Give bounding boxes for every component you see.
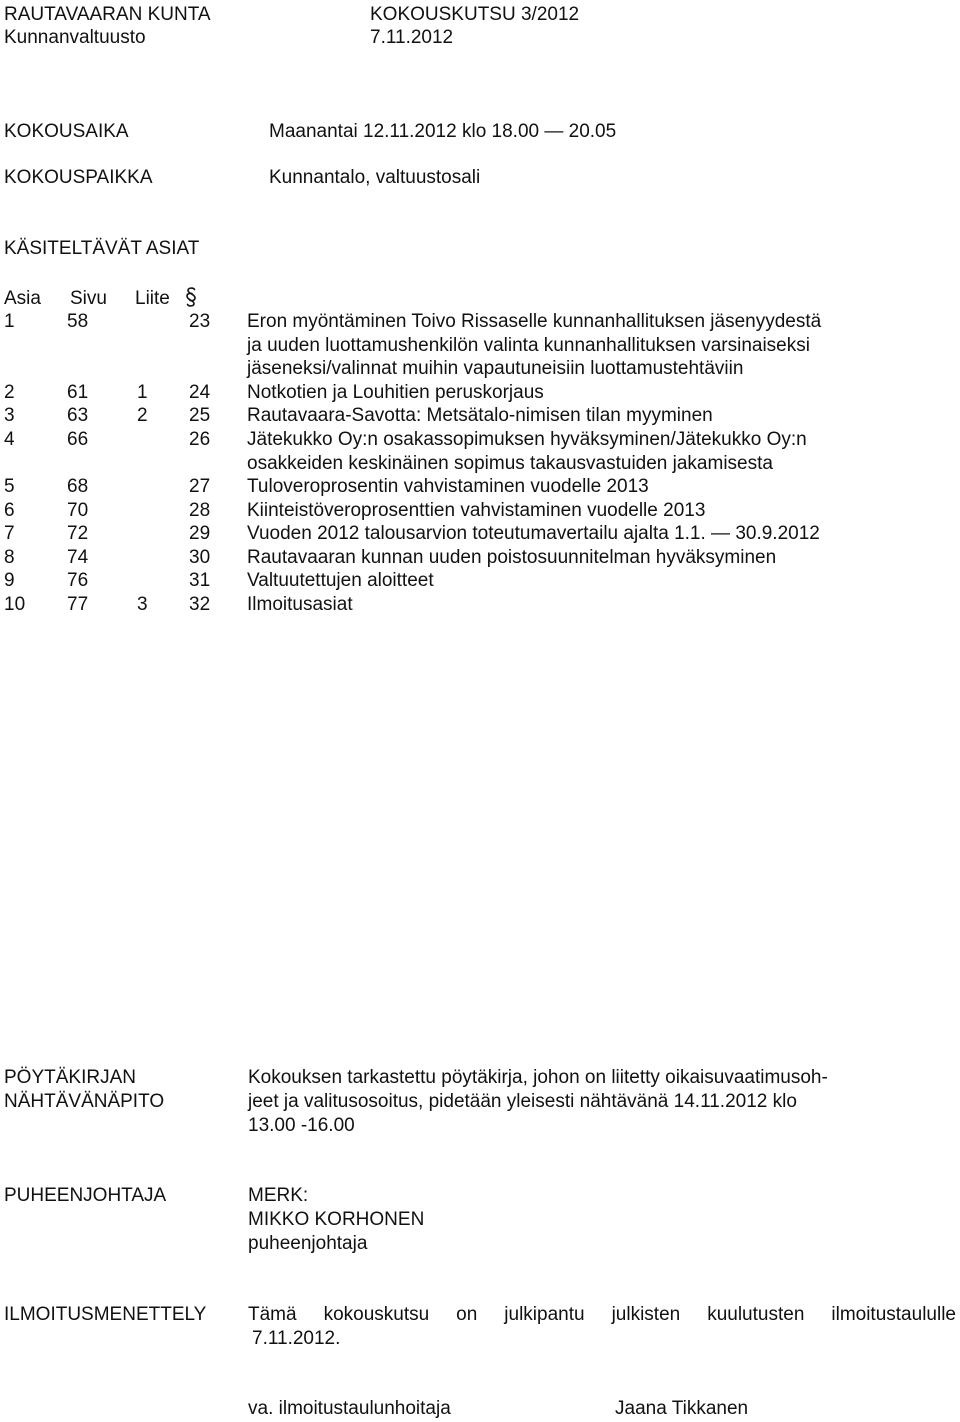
minutes-label-line-2: NÄHTÄVÄNÄPITO xyxy=(4,1091,165,1112)
row-7-sivu: 72 xyxy=(67,523,89,544)
document-title: KOKOUSKUTSU 3/2012 xyxy=(370,4,580,25)
row-6-pykala: 28 xyxy=(189,500,211,521)
meeting-place-value: Kunnantalo, valtuustosali xyxy=(269,167,481,188)
meeting-place-label: KOKOUSPAIKKA xyxy=(4,167,153,188)
row-8-title: Rautavaaran kunnan uuden poistosuunnitelman hyväksyminen xyxy=(247,547,777,568)
row-1-pykala: 23 xyxy=(189,311,211,332)
row-3-liite: 2 xyxy=(137,405,148,426)
row-4-title-line-1: Jätekukko Oy:n osakassopimuksen hyväksyminen/Jätekukko Oy:n xyxy=(247,429,807,450)
meeting-time-value: Maanantai 12.11.2012 klo 18.00 — 20.05 xyxy=(269,121,617,142)
header-asia: Asia xyxy=(4,288,41,309)
document-date: 7.11.2012 xyxy=(370,27,454,48)
row-9-title: Valtuutettujen aloitteet xyxy=(247,570,434,591)
header-sivu: Sivu xyxy=(70,288,107,309)
row-4-asia: 4 xyxy=(4,429,15,450)
row-4-pykala: 26 xyxy=(189,429,211,450)
notice-sign-role: va. ilmoitustaulunhoitaja xyxy=(248,1398,451,1419)
row-6-title: Kiinteistöveroprosenttien vahvistaminen vuodelle 2013 xyxy=(247,500,706,521)
row-3-sivu: 63 xyxy=(67,405,89,426)
row-10-asia: 10 xyxy=(4,594,26,615)
row-9-asia: 9 xyxy=(4,570,15,591)
notice-word: julkisten xyxy=(611,1304,681,1325)
row-1-asia: 1 xyxy=(4,311,15,332)
row-6-sivu: 70 xyxy=(67,500,89,521)
notice-text-line-1 xyxy=(248,1303,956,1327)
row-5-pykala: 27 xyxy=(189,476,211,497)
row-1-sivu: 58 xyxy=(67,311,89,332)
chair-name: MIKKO KORHONEN xyxy=(248,1209,425,1230)
notice-word: ilmoitustaululle xyxy=(831,1304,956,1325)
row-10-liite: 3 xyxy=(137,594,148,615)
row-8-sivu: 74 xyxy=(67,547,89,568)
row-2-asia: 2 xyxy=(4,382,15,403)
notice-word: on xyxy=(456,1304,478,1325)
row-1-title-line-1: Eron myöntäminen Toivo Rissaselle kunnanhallituksen jäsenyydestä xyxy=(247,311,822,332)
notice-sign-name: Jaana Tikkanen xyxy=(615,1398,749,1419)
row-10-pykala: 32 xyxy=(189,594,211,615)
row-9-pykala: 31 xyxy=(189,570,211,591)
section-sign-icon xyxy=(184,286,198,308)
row-4-sivu: 66 xyxy=(67,429,89,450)
minutes-text-line-1: Kokouksen tarkastettu pöytäkirja, johon on liitetty oikaisuvaatimusoh- xyxy=(248,1067,828,1088)
row-2-sivu: 61 xyxy=(67,382,89,403)
row-9-sivu: 76 xyxy=(67,570,89,591)
row-5-sivu: 68 xyxy=(67,476,89,497)
notice-date: 7.11.2012. xyxy=(252,1328,341,1349)
row-8-asia: 8 xyxy=(4,547,15,568)
row-8-pykala: 30 xyxy=(189,547,211,568)
row-2-liite: 1 xyxy=(137,382,148,403)
chair-role: puheenjohtaja xyxy=(248,1233,368,1254)
header-liite: Liite xyxy=(135,288,170,309)
row-7-title: Vuoden 2012 talousarvion toteutumavertailu ajalta 1.1. — 30.9.2012 xyxy=(247,523,820,544)
row-7-asia: 7 xyxy=(4,523,15,544)
org-name: RAUTAVAARAN KUNTA xyxy=(4,4,211,25)
agenda-title: KÄSITELTÄVÄT ASIAT xyxy=(4,238,200,259)
meeting-body: Kunnanvaltuusto xyxy=(4,27,146,48)
row-10-sivu: 77 xyxy=(67,594,89,615)
minutes-text-line-3: 13.00 -16.00 xyxy=(248,1115,355,1136)
row-3-asia: 3 xyxy=(4,405,15,426)
row-2-title: Notkotien ja Louhitien peruskorjaus xyxy=(247,382,544,403)
notice-word: kuulutusten xyxy=(707,1304,805,1325)
row-3-pykala: 25 xyxy=(189,405,211,426)
minutes-label-line-1: PÖYTÄKIRJAN xyxy=(4,1067,136,1088)
row-2-pykala: 24 xyxy=(189,382,211,403)
row-1-title-line-3: jäseneksi/valinnat muihin vapautuneisiin luottamustehtäviin xyxy=(247,358,744,379)
chair-line-1: MERK: xyxy=(248,1185,309,1206)
minutes-text-line-2: jeet ja valitusosoitus, pidetään yleisesti nähtävänä 14.11.2012 klo xyxy=(248,1091,797,1112)
meeting-time-label: KOKOUSAIKA xyxy=(4,121,129,142)
notice-word: julkipantu xyxy=(504,1304,585,1325)
row-5-title: Tuloveroprosentin vahvistaminen vuodelle 2013 xyxy=(247,476,649,497)
notice-word: Tämä xyxy=(248,1304,297,1325)
row-5-asia: 5 xyxy=(4,476,15,497)
notice-label: ILMOITUSMENETTELY xyxy=(4,1304,207,1325)
row-7-pykala: 29 xyxy=(189,523,211,544)
row-10-title: Ilmoitusasiat xyxy=(247,594,353,615)
row-6-asia: 6 xyxy=(4,500,15,521)
row-4-title-line-2: osakkeiden keskinäinen sopimus takausvastuiden jakamisesta xyxy=(247,453,773,474)
row-3-title: Rautavaara-Savotta: Metsätalo-nimisen tilan myyminen xyxy=(247,405,713,426)
notice-word: kokouskutsu xyxy=(323,1304,430,1325)
chair-label: PUHEENJOHTAJA xyxy=(4,1185,167,1206)
row-1-title-line-2: ja uuden luottamushenkilön valinta kunnanhallituksen varsinaiseksi xyxy=(247,335,810,356)
